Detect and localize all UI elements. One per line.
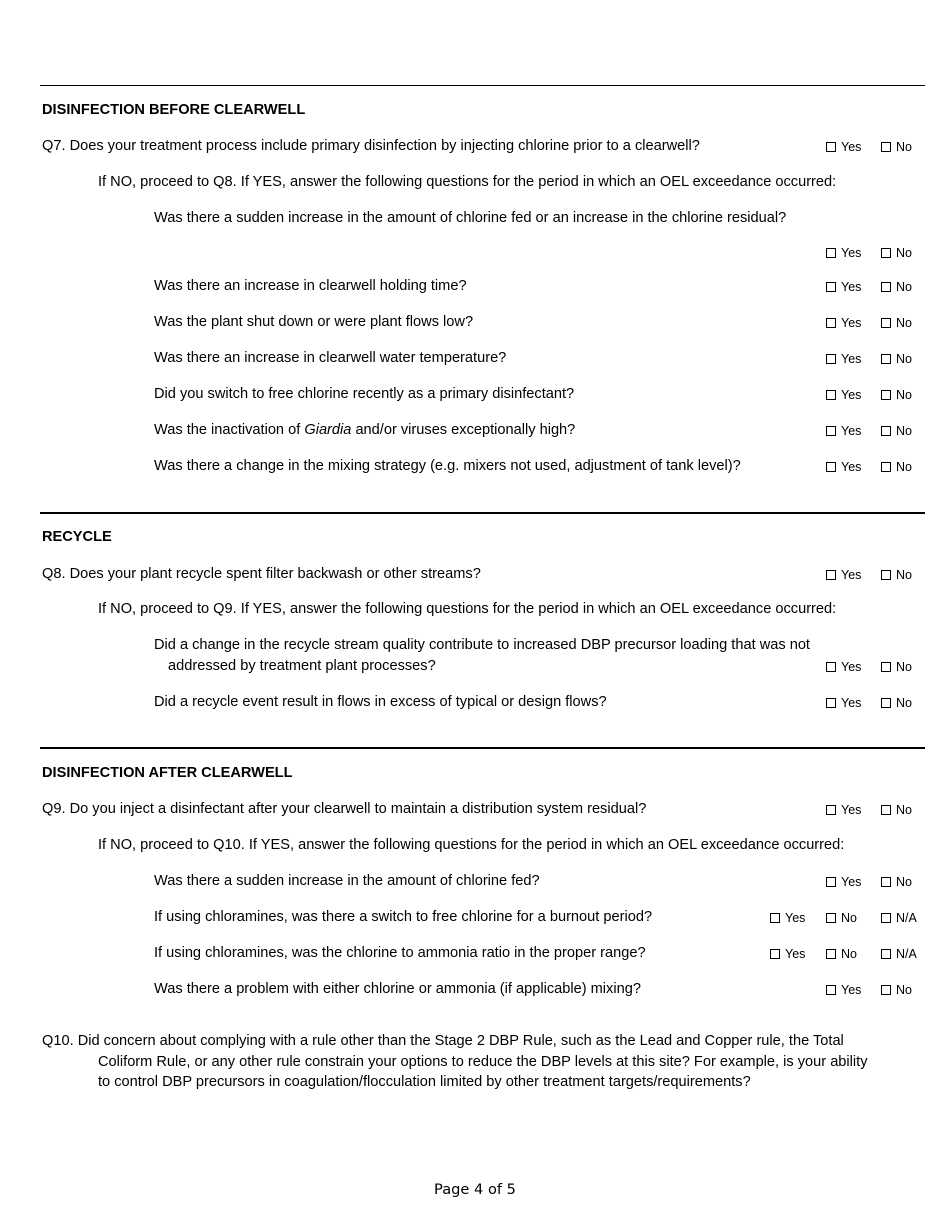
q7-sub-plant-shutdown: Was the plant shut down or were plant flows low? <box>154 314 474 330</box>
yes-option[interactable]: Yes <box>826 388 861 402</box>
question-q10-line1: Q10. Did concern about complying with a rule other than the Stage 2 DBP Rule, such as the Lead and Copper rule, the Total <box>42 1033 844 1049</box>
checkbox-icon[interactable] <box>881 282 891 292</box>
q9-sub-chlorine-fed: Was there a sudden increase in the amount of chlorine fed? <box>154 873 540 889</box>
q7-sub-chlorine-increase: Was there a sudden increase in the amount of chlorine fed or an increase in the chlorine residual? <box>154 210 787 226</box>
q9-instruction: If NO, proceed to Q10. If YES, answer the following questions for the period in which an OEL exceedance occurred: <box>98 837 845 853</box>
q8-sub2-options <box>826 696 926 710</box>
question-q7: Q7. Does your treatment process include primary disinfection by injecting chlorine prior to a clearwell? <box>42 138 700 154</box>
yes-option[interactable]: Yes <box>826 316 861 330</box>
checkbox-icon[interactable] <box>881 426 891 436</box>
yes-option[interactable]: Yes <box>826 983 861 997</box>
yes-option[interactable]: Yes <box>770 911 805 925</box>
q8-sub-recycle-quality-line1: Did a change in the recycle stream quality contribute to increased DBP precursor loading that was not <box>154 637 810 653</box>
no-option[interactable]: No <box>826 947 857 961</box>
no-option[interactable]: No <box>881 983 912 997</box>
q7-sub-mixing: Was there a change in the mixing strategy (e.g. mixers not used, adjustment of tank level)? <box>154 458 741 474</box>
page-number: Page 4 of 5 <box>434 1181 516 1198</box>
q8-instruction: If NO, proceed to Q9. If YES, answer the following questions for the period in which an OEL exceedance occurred: <box>98 601 837 617</box>
q8-options <box>826 568 926 582</box>
no-option[interactable]: No <box>881 460 912 474</box>
no-option[interactable]: No <box>881 280 912 294</box>
no-option[interactable]: No <box>881 660 912 674</box>
checkbox-icon[interactable] <box>826 390 836 400</box>
q9-sub-burnout: If using chloramines, was there a switch to free chlorine for a burnout period? <box>154 909 653 925</box>
checkbox-icon[interactable] <box>881 318 891 328</box>
checkbox-icon[interactable] <box>826 282 836 292</box>
q9-sub4-options <box>826 983 926 997</box>
q9-no-option[interactable]: No <box>881 803 912 817</box>
checkbox-icon[interactable] <box>826 142 836 152</box>
question-q10-line2: Coliform Rule, or any other rule constrain your options to reduce the DBP levels at this site? For example, is your ability <box>98 1054 868 1070</box>
q7-sub3-options <box>826 316 926 330</box>
checkbox-icon[interactable] <box>826 985 836 995</box>
question-q8: Q8. Does your plant recycle spent filter backwash or other streams? <box>42 566 481 582</box>
top-divider <box>40 85 925 86</box>
no-option[interactable]: No <box>881 388 912 402</box>
checkbox-icon[interactable] <box>881 877 891 887</box>
no-option[interactable]: No <box>881 246 912 260</box>
q7-options <box>826 140 926 154</box>
q7-no-option[interactable]: No <box>881 140 912 154</box>
yes-option[interactable]: Yes <box>826 424 861 438</box>
q9-sub3-options <box>770 947 925 961</box>
q9-sub1-options <box>826 875 926 889</box>
checkbox-icon[interactable] <box>826 426 836 436</box>
checkbox-icon[interactable] <box>881 354 891 364</box>
no-option[interactable]: No <box>881 352 912 366</box>
q7-sub5-options <box>826 388 926 402</box>
checkbox-icon[interactable] <box>881 662 891 672</box>
yes-option[interactable]: Yes <box>826 460 861 474</box>
na-option[interactable]: N/A <box>881 911 917 925</box>
checkbox-icon[interactable] <box>770 949 780 959</box>
q7-sub4-options <box>826 352 926 366</box>
no-option[interactable]: No <box>881 316 912 330</box>
q9-options <box>826 803 926 817</box>
checkbox-icon[interactable] <box>881 462 891 472</box>
q9-sub2-options <box>770 911 925 925</box>
q7-yes-option[interactable]: Yes <box>826 140 861 154</box>
yes-option[interactable]: Yes <box>826 246 861 260</box>
yes-option[interactable]: Yes <box>826 696 861 710</box>
checkbox-icon[interactable] <box>826 570 836 580</box>
checkbox-icon[interactable] <box>770 913 780 923</box>
checkbox-icon[interactable] <box>826 662 836 672</box>
q7-sub6-options <box>826 424 926 438</box>
checkbox-icon[interactable] <box>881 985 891 995</box>
no-option[interactable]: No <box>881 696 912 710</box>
q7-sub-temperature: Was there an increase in clearwell water temperature? <box>154 350 507 366</box>
checkbox-icon[interactable] <box>826 462 836 472</box>
checkbox-icon[interactable] <box>881 913 891 923</box>
q7-sub-free-chlorine: Did you switch to free chlorine recently as a primary disinfectant? <box>154 386 575 402</box>
q7-sub7-options <box>826 460 926 474</box>
no-option[interactable]: No <box>826 911 857 925</box>
checkbox-icon[interactable] <box>826 354 836 364</box>
q7-sub-holding-time: Was there an increase in clearwell holding time? <box>154 278 467 294</box>
yes-option[interactable]: Yes <box>826 352 861 366</box>
checkbox-icon[interactable] <box>826 805 836 815</box>
checkbox-icon[interactable] <box>826 949 836 959</box>
checkbox-icon[interactable] <box>826 248 836 258</box>
q7-sub1-options <box>826 246 926 260</box>
checkbox-icon[interactable] <box>881 248 891 258</box>
section-divider <box>40 747 925 749</box>
section-divider <box>40 512 925 514</box>
checkbox-icon[interactable] <box>826 877 836 887</box>
q8-sub1-options <box>826 660 926 674</box>
question-q9: Q9. Do you inject a disinfectant after your clearwell to maintain a distribution system residual? <box>42 801 647 817</box>
checkbox-icon[interactable] <box>826 698 836 708</box>
checkbox-icon[interactable] <box>881 949 891 959</box>
no-option[interactable]: No <box>881 875 912 889</box>
q8-sub-recycle-quality-line2: addressed by treatment plant processes? <box>168 658 436 674</box>
checkbox-icon[interactable] <box>881 142 891 152</box>
checkbox-icon[interactable] <box>881 805 891 815</box>
q8-no-option[interactable]: No <box>881 568 912 582</box>
q8-sub-recycle-flows: Did a recycle event result in flows in excess of typical or design flows? <box>154 694 607 710</box>
q9-sub-ratio: If using chloramines, was the chlorine to ammonia ratio in the proper range? <box>154 945 646 961</box>
q7-sub-giardia: Was the inactivation of Giardia and/or viruses exceptionally high? <box>154 422 576 438</box>
section-heading-disinfection-after: DISINFECTION AFTER CLEARWELL <box>42 765 293 781</box>
yes-option[interactable]: Yes <box>770 947 805 961</box>
checkbox-icon[interactable] <box>881 570 891 580</box>
yes-option[interactable]: Yes <box>826 875 861 889</box>
checkbox-icon[interactable] <box>881 698 891 708</box>
q9-yes-option[interactable]: Yes <box>826 803 861 817</box>
q8-yes-option[interactable]: Yes <box>826 568 861 582</box>
section-heading-disinfection-before: DISINFECTION BEFORE CLEARWELL <box>42 102 306 118</box>
q7-sub2-options <box>826 280 926 294</box>
q9-sub-mixing: Was there a problem with either chlorine or ammonia (if applicable) mixing? <box>154 981 641 997</box>
checkbox-icon[interactable] <box>881 390 891 400</box>
yes-option[interactable]: Yes <box>826 280 861 294</box>
na-option[interactable]: N/A <box>881 947 917 961</box>
no-option[interactable]: No <box>881 424 912 438</box>
section-heading-recycle: RECYCLE <box>42 529 112 545</box>
question-q10-line3: to control DBP precursors in coagulation/flocculation limited by other treatment targets/requirements? <box>98 1074 751 1090</box>
yes-option[interactable]: Yes <box>826 660 861 674</box>
q7-instruction: If NO, proceed to Q8. If YES, answer the following questions for the period in which an OEL exceedance occurred: <box>98 174 837 190</box>
checkbox-icon[interactable] <box>826 318 836 328</box>
checkbox-icon[interactable] <box>826 913 836 923</box>
